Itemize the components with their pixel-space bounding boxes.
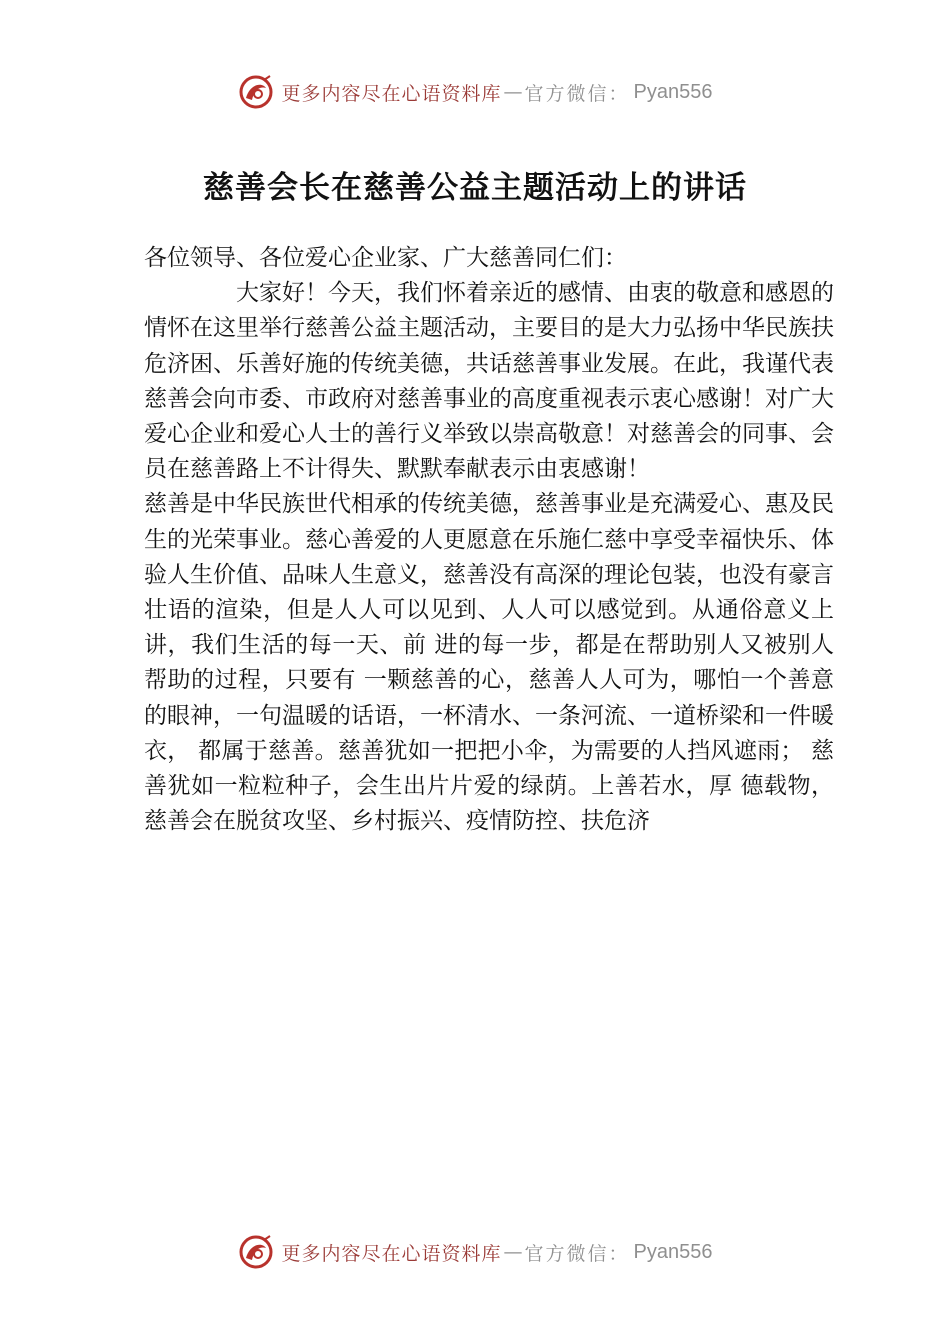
banner-wechat-label: 官方微信： <box>524 1242 630 1265</box>
banner-wechat-id: Pyan556 <box>633 1240 713 1263</box>
banner-wechat-id: Pyan556 <box>633 80 713 103</box>
document-body <box>144 241 834 839</box>
greeting: 各位领导、各位爱心企业家、广大慈善同仁们： <box>144 245 627 271</box>
document-title: 慈善会长在慈善公益主题活动上的讲话 <box>203 170 747 206</box>
banner-wechat-label: 官方微信： <box>524 82 630 105</box>
swirl-logo-icon <box>238 74 274 110</box>
swirl-logo-icon <box>238 1234 274 1270</box>
banner-dash: — <box>503 81 523 103</box>
paragraph-2: 慈善是中华民族世代相承的传统美德，慈善事业是充满爱心、惠及民生的光荣事业。慈心善爱的人更愿意在乐施仁慈中享受幸福快乐、体验人生价值、品味人生意义，慈善没有高深的理论包装，也没有豪言壮语的渲染，但是人人可以见到、人人可以感觉到。从通俗意义上讲，我们生活的每一天、前 进的每一步，都是在帮助别人又被别人帮助的过程，只要有 一颗慈善的心，慈善人人可为，哪怕一个善意的眼神，一句温暖的话语，一杯清水、一条河流、一道桥梁和一件暖衣， 都属于慈善。慈善犹如一把把小伞，为需要的人挡风遮雨； 慈善犹如一粒粒种子，会生出片片爱的绿荫。上善若水，厚 德载物，慈善会在脱贫攻坚、乡村振兴、疫情防控、扶危济 <box>144 491 834 835</box>
banner-text: 更多内容尽在心语资料库 <box>281 82 502 105</box>
banner-dash: — <box>503 1241 523 1263</box>
header-banner <box>0 70 950 114</box>
footer-banner <box>0 1230 950 1274</box>
paragraph-1: 大家好！今天，我们怀着亲近的感情、由衷的敬意和感恩的情怀在这里举行慈善公益主题活动，主要目的是大力弘扬中华民族扶危济困、乐善好施的传统美德，共话慈善事业发展。在此，我谨代表慈善会向市委、市政府对慈善事业的高度重视表示衷心感谢！对广大爱心企业和爱心人士的善行义举致以崇高敬意！对慈善会的同事、会员在慈善路上不计得失、默默奉献表示由衷感谢！ <box>144 280 834 483</box>
banner-text: 更多内容尽在心语资料库 <box>281 1242 502 1265</box>
